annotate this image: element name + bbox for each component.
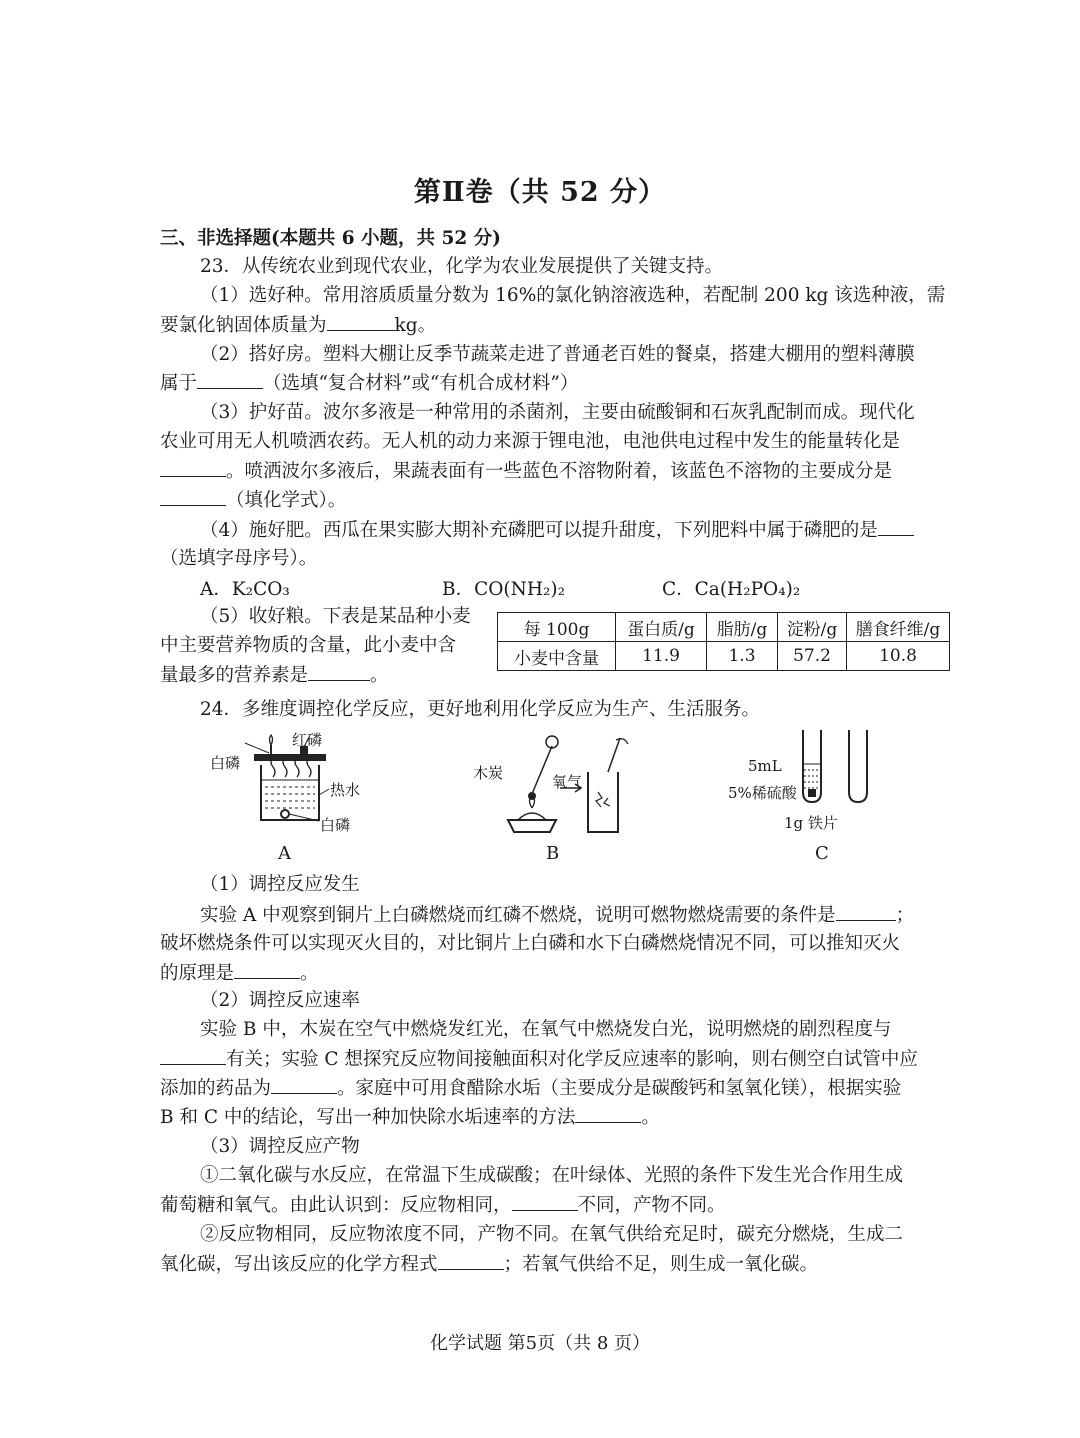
q23-p4-line2: （选填字母序号）。 <box>160 548 318 569</box>
label-oxygen: 氧气 <box>552 773 583 791</box>
q24-s1-line1 <box>200 902 914 929</box>
q23-p3-line1: （3）护好苗。波尔多液是一种常用的杀菌剂，主要由硫酸铜和石灰乳配制而成。现代化 <box>200 402 915 423</box>
nutrition-table <box>497 612 950 671</box>
table-row <box>498 642 950 671</box>
answer-blank[interactable] <box>878 517 914 536</box>
q23-p5-line2: 中主要营养物质的含量，此小麦中含 <box>160 635 457 656</box>
crucible-tongs <box>532 746 552 794</box>
option-b: B．CO(NH₂)₂ <box>442 579 566 600</box>
label-acid: 5%稀硫酸 <box>728 784 797 802</box>
q24-intro: 24．多维度调控化学反应，更好地利用化学反应为生产、生活服务。 <box>200 699 761 720</box>
gas-jar <box>588 772 618 832</box>
table-cell: 11.9 <box>616 642 707 671</box>
table-header-row <box>498 613 950 642</box>
label-hot-water: 热水 <box>330 781 361 799</box>
q24-s2-text2: 添加的药品为 <box>160 1078 272 1099</box>
q23-p5-line1: （5）收好粮。下表是某品种小麦 <box>200 606 471 627</box>
white-phosphorus-underwater <box>281 810 289 818</box>
q24-s1-text2: 的原理是 <box>160 963 235 984</box>
q24-s1-line2: 破坏燃烧条件可以实现灭火目的，对比铜片上白磷和水下白磷燃烧情况不同，可以推知灭火 <box>160 933 901 954</box>
q24-s3-title: （3）调控反应产物 <box>200 1136 360 1157</box>
q23-p5-line3 <box>160 662 389 689</box>
alcohol-lamp <box>508 820 556 832</box>
figure-c-apparatus <box>795 726 875 816</box>
label-iron: 1g 铁片 <box>784 814 838 832</box>
q23-p4-line1 <box>200 517 914 544</box>
q23-p2-line2 <box>160 370 578 397</box>
q24-s2-title: （2）调控反应速率 <box>200 990 360 1011</box>
q24-s3-line2 <box>160 1192 726 1219</box>
q23-p3-text: 。喷洒波尔多液后，果蔬表面有一些蓝色不溶物附着，该蓝色不溶物的主要成分是 <box>226 461 893 482</box>
flame-icon <box>270 735 273 745</box>
table-header-cell: 每 100g <box>498 613 616 642</box>
answer-blank[interactable] <box>575 1104 641 1123</box>
q24-s3-text3: 氧化碳，写出该反应的化学方程式 <box>160 1254 438 1275</box>
q23-p5-text: 量最多的营养素是 <box>160 665 309 686</box>
page-footer: 化学试题 第5页（共 8 页） <box>429 1333 651 1354</box>
q23-p1-line2 <box>160 312 436 339</box>
option-a: A．K₂CO₃ <box>200 579 290 600</box>
q24-s3-text: 葡萄糖和氧气。由此认识到：反应物相同， <box>160 1195 512 1216</box>
answer-blank[interactable] <box>160 458 226 477</box>
q24-s3-text4: ；若氧气供给不足，则生成一氧化碳。 <box>503 1254 819 1275</box>
q24-s2-line4 <box>160 1104 660 1131</box>
q24-s2-text: 有关；实验 C 想探究反应物间接触面积对化学反应速率的影响，则右侧空白试管中应 <box>226 1049 918 1070</box>
answer-blank[interactable] <box>512 1192 578 1211</box>
figure-c-caption: C <box>815 843 829 864</box>
label-volume: 5mL <box>748 757 782 775</box>
q24-s2-text3: 。家庭中可用食醋除水垢（主要成分是碳酸钙和氢氧化镁），根据实验 <box>337 1078 902 1099</box>
q24-s3-text2: 不同，产物不同。 <box>577 1195 726 1216</box>
q23-p1-unit: kg。 <box>394 315 437 336</box>
q23-p3-line2: 农业可用无人机喷洒农药。无人机的动力来源于锂电池，电池供电过程中发生的能量转化是 <box>160 431 901 452</box>
table-header-cell: 蛋白质/g <box>616 613 707 642</box>
q23-p2-hint: （选填“复合材料”或“有机合成材料”） <box>263 373 579 394</box>
answer-blank[interactable] <box>308 662 370 681</box>
q23-p3-line4 <box>160 487 346 514</box>
label-red-phosphorus: 红磷 <box>292 731 323 749</box>
copper-plate <box>255 755 325 760</box>
answer-blank[interactable] <box>271 1075 337 1094</box>
q24-s3-line1: ①二氧化碳与水反应，在常温下生成碳酸；在叶绿体、光照的条件下发生光合作用生成 <box>200 1165 904 1186</box>
q24-s1-end2: 。 <box>300 963 319 984</box>
table-header-cell: 淀粉/g <box>778 613 847 642</box>
q24-s2-end: 。 <box>641 1107 660 1128</box>
q24-s2-line2 <box>160 1046 918 1073</box>
q24-s2-line3 <box>160 1075 901 1102</box>
q24-s1-end: ； <box>895 905 915 926</box>
charcoal <box>529 793 535 799</box>
answer-blank[interactable] <box>234 960 300 979</box>
table-cell: 小麦中含量 <box>498 642 616 671</box>
q24-s2-line1: 实验 B 中，木炭在空气中燃烧发红光，在氧气中燃烧发白光，说明燃烧的剧烈程度与 <box>200 1019 892 1040</box>
q23-p1-text: 要氯化钠固体质量为 <box>160 315 327 336</box>
q23-p3-hint: （填化学式）。 <box>226 490 347 511</box>
table-cell: 10.8 <box>847 642 950 671</box>
iron-piece <box>809 790 815 796</box>
answer-blank[interactable] <box>327 312 395 331</box>
table-header-cell: 膳食纤维/g <box>847 613 950 642</box>
q24-s1-text: 实验 A 中观察到铜片上白磷燃烧而红磷不燃烧，说明可燃物燃烧需要的条件是 <box>200 905 836 926</box>
q24-s1-line3 <box>160 960 319 987</box>
option-c: C．Ca(H₂PO₄)₂ <box>662 579 801 600</box>
q24-s1-title: （1）调控反应发生 <box>200 874 360 895</box>
q24-s2-text4: B 和 C 中的结论，写出一种加快除水垢速率的方法 <box>160 1107 576 1128</box>
q23-p4-text: （4）施好肥。西瓜在果实膨大期补充磷肥可以提升甜度，下列肥料中属于磷肥的是 <box>200 520 878 541</box>
q23-intro: 23．从传统农业到现代农业，化学为农业发展提供了关键支持。 <box>200 256 724 277</box>
q24-s3-line4 <box>160 1251 818 1278</box>
answer-blank[interactable] <box>836 902 896 921</box>
q23-p2-text: 属于 <box>160 373 198 394</box>
section-heading: 三、非选择题(本题共 6 小题，共 52 分) <box>160 228 501 249</box>
q23-p5-end: 。 <box>370 665 389 686</box>
page-title: 第Ⅱ卷（共 52 分） <box>413 177 667 208</box>
answer-blank[interactable] <box>160 1046 226 1065</box>
q23-p2-line1: （2）搭好房。塑料大棚让反季节蔬菜走进了普通老百姓的餐桌，搭建大棚用的塑料薄膜 <box>200 344 915 365</box>
q23-p1-line1: （1）选好种。常用溶质质量分数为 16%的氯化钠溶液选种，若配制 200 kg 该选种液，需 <box>200 285 946 306</box>
q24-s3-line3: ②反应物相同，反应物浓度不同，产物不同。在氧气供给充足时，碳充分燃烧，生成二 <box>200 1224 904 1245</box>
table-cell: 1.3 <box>707 642 778 671</box>
figure-a-caption: A <box>278 843 291 864</box>
table-cell: 57.2 <box>778 642 847 671</box>
figure-b-caption: B <box>546 843 560 864</box>
label-white-phosphorus-left: 白磷 <box>210 754 241 772</box>
answer-blank[interactable] <box>160 487 226 506</box>
table-header-cell: 脂肪/g <box>707 613 778 642</box>
answer-blank[interactable] <box>438 1251 504 1270</box>
label-white-phosphorus-bottom: 白磷 <box>320 816 351 834</box>
q23-p3-line3 <box>160 458 892 485</box>
test-tube-right-empty <box>849 730 867 802</box>
answer-blank[interactable] <box>197 370 263 389</box>
label-charcoal: 木炭 <box>473 764 504 782</box>
